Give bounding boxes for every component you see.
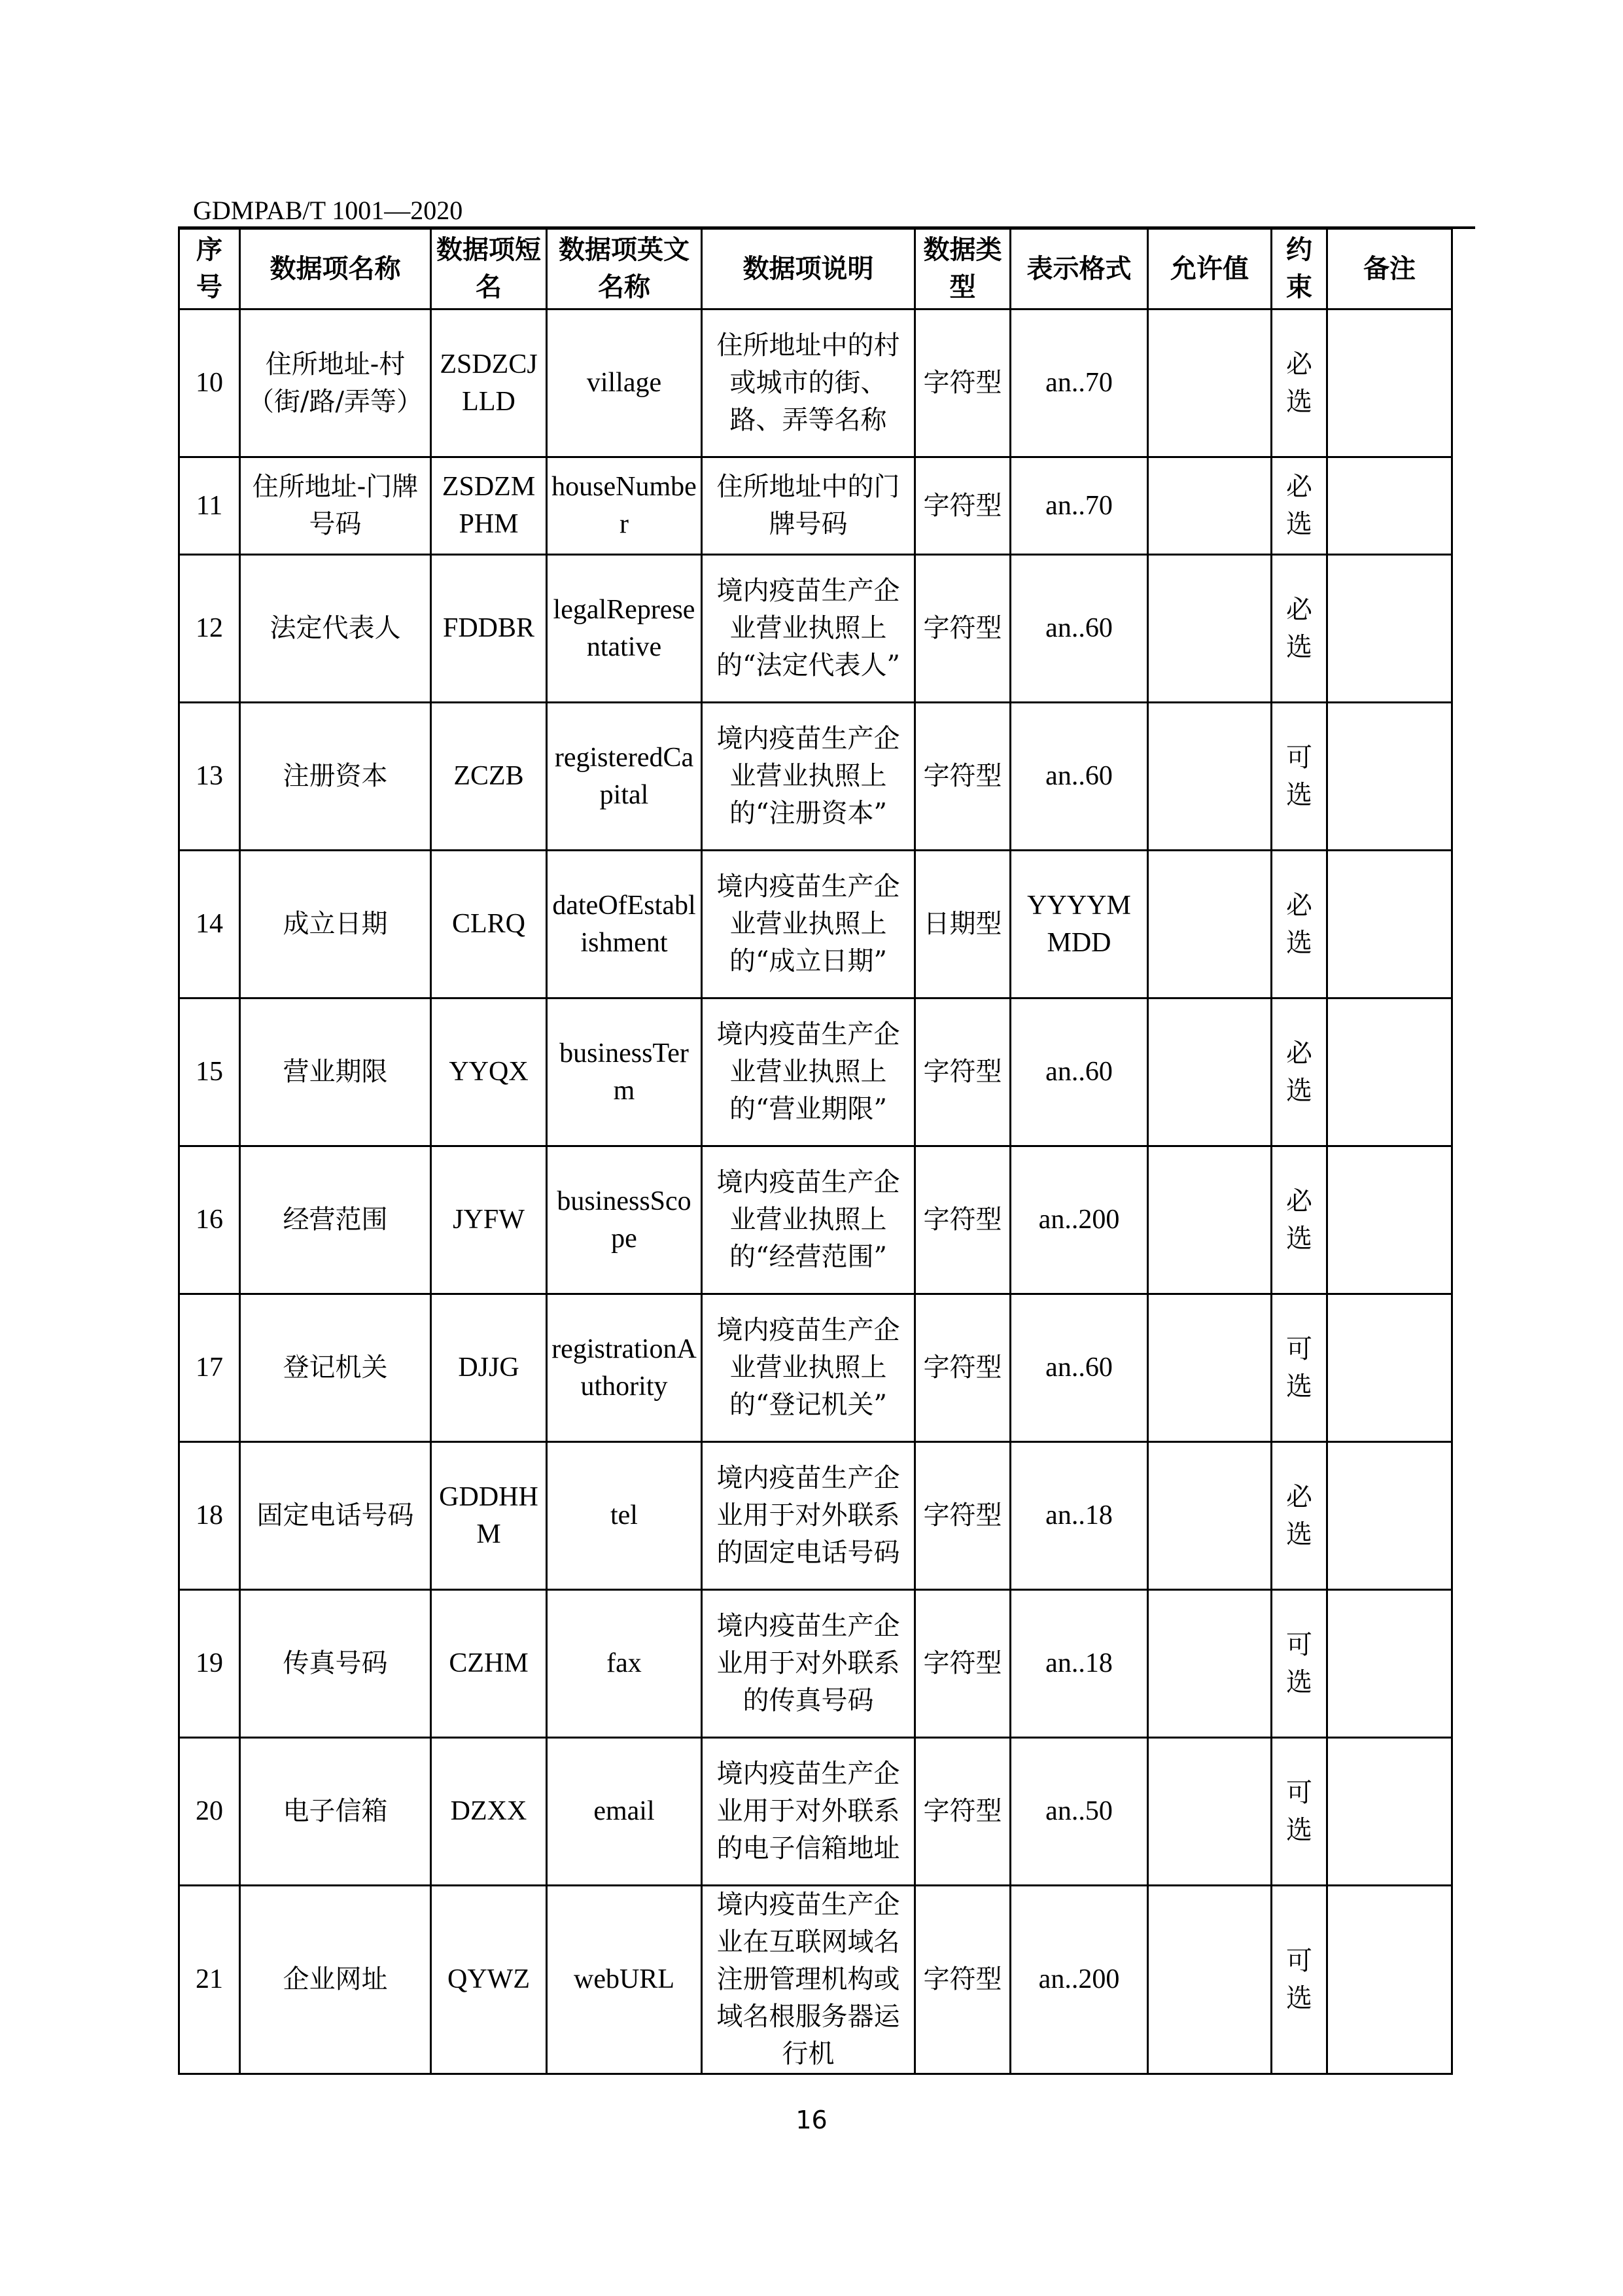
cell-allowed bbox=[1148, 1146, 1272, 1294]
cell-note bbox=[1327, 555, 1452, 703]
cell-desc: 境内疫苗生产企业用于对外联系的传真号码 bbox=[702, 1590, 915, 1738]
cell-desc: 境内疫苗生产企业用于对外联系的固定电话号码 bbox=[702, 1442, 915, 1590]
col-header-constraint: 约束 bbox=[1272, 229, 1327, 309]
cell-type: 字符型 bbox=[915, 998, 1011, 1146]
table-row bbox=[179, 1442, 1452, 1590]
cell-name: 经营范围 bbox=[240, 1146, 431, 1294]
table-row bbox=[179, 1146, 1452, 1294]
cell-allowed bbox=[1148, 1738, 1272, 1886]
cell-format: an..50 bbox=[1011, 1738, 1148, 1886]
cell-name: 企业网址 bbox=[240, 1886, 431, 2074]
table-row bbox=[179, 1886, 1452, 2074]
table-row bbox=[179, 1738, 1452, 1886]
cell-format: an..60 bbox=[1011, 703, 1148, 851]
cell-english: businessTerm bbox=[547, 998, 702, 1146]
cell-note bbox=[1327, 457, 1452, 555]
cell-constraint: 可选 bbox=[1272, 1738, 1327, 1886]
cell-no: 21 bbox=[179, 1886, 240, 2074]
cell-english: tel bbox=[547, 1442, 702, 1590]
cell-english: email bbox=[547, 1738, 702, 1886]
table-row bbox=[179, 703, 1452, 851]
cell-english: registrationAuthority bbox=[547, 1294, 702, 1442]
col-header-allowed: 允许值 bbox=[1148, 229, 1272, 309]
cell-desc: 境内疫苗生产企业营业执照上的“成立日期” bbox=[702, 851, 915, 998]
table-header-row bbox=[179, 229, 1452, 309]
cell-short: FDDBR bbox=[431, 555, 547, 703]
cell-type: 字符型 bbox=[915, 1294, 1011, 1442]
cell-no: 12 bbox=[179, 555, 240, 703]
cell-type: 字符型 bbox=[915, 1738, 1011, 1886]
cell-short: ZCZB bbox=[431, 703, 547, 851]
document-code: GDMPAB/T 1001—2020 bbox=[193, 196, 463, 225]
cell-note bbox=[1327, 1738, 1452, 1886]
cell-type: 字符型 bbox=[915, 457, 1011, 555]
col-header-desc: 数据项说明 bbox=[702, 229, 915, 309]
cell-english: legalRepresentative bbox=[547, 555, 702, 703]
cell-english: village bbox=[547, 309, 702, 457]
cell-type: 字符型 bbox=[915, 1146, 1011, 1294]
cell-note bbox=[1327, 309, 1452, 457]
cell-no: 10 bbox=[179, 309, 240, 457]
cell-format: an..60 bbox=[1011, 1294, 1148, 1442]
cell-desc: 境内疫苗生产企业营业执照上的“营业期限” bbox=[702, 998, 915, 1146]
cell-short: YYQX bbox=[431, 998, 547, 1146]
cell-constraint: 必选 bbox=[1272, 998, 1327, 1146]
data-item-table bbox=[178, 228, 1453, 2075]
table-row bbox=[179, 851, 1452, 998]
cell-short: DZXX bbox=[431, 1738, 547, 1886]
cell-format: an..18 bbox=[1011, 1590, 1148, 1738]
cell-no: 16 bbox=[179, 1146, 240, 1294]
col-header-short: 数据项短名 bbox=[431, 229, 547, 309]
cell-format: an..70 bbox=[1011, 309, 1148, 457]
cell-format: YYYYMMDD bbox=[1011, 851, 1148, 998]
cell-desc: 境内疫苗生产企业营业执照上的“法定代表人” bbox=[702, 555, 915, 703]
cell-type: 字符型 bbox=[915, 1590, 1011, 1738]
table-row bbox=[179, 998, 1452, 1146]
cell-type: 字符型 bbox=[915, 309, 1011, 457]
cell-desc: 住所地址中的村或城市的街、路、弄等名称 bbox=[702, 309, 915, 457]
cell-note bbox=[1327, 1442, 1452, 1590]
cell-allowed bbox=[1148, 851, 1272, 998]
cell-type: 日期型 bbox=[915, 851, 1011, 998]
cell-short: CZHM bbox=[431, 1590, 547, 1738]
cell-no: 11 bbox=[179, 457, 240, 555]
table-row bbox=[179, 457, 1452, 555]
col-header-type: 数据类型 bbox=[915, 229, 1011, 309]
table-row bbox=[179, 309, 1452, 457]
cell-name: 传真号码 bbox=[240, 1590, 431, 1738]
col-header-name: 数据项名称 bbox=[240, 229, 431, 309]
cell-type: 字符型 bbox=[915, 1442, 1011, 1590]
cell-name: 电子信箱 bbox=[240, 1738, 431, 1886]
cell-allowed bbox=[1148, 703, 1272, 851]
cell-constraint: 可选 bbox=[1272, 1590, 1327, 1738]
cell-desc: 住所地址中的门牌号码 bbox=[702, 457, 915, 555]
cell-name: 营业期限 bbox=[240, 998, 431, 1146]
table-row bbox=[179, 1590, 1452, 1738]
cell-name: 法定代表人 bbox=[240, 555, 431, 703]
cell-constraint: 可选 bbox=[1272, 1886, 1327, 2074]
cell-format: an..18 bbox=[1011, 1442, 1148, 1590]
cell-allowed bbox=[1148, 1442, 1272, 1590]
cell-allowed bbox=[1148, 555, 1272, 703]
cell-note bbox=[1327, 703, 1452, 851]
cell-note bbox=[1327, 1146, 1452, 1294]
cell-constraint: 必选 bbox=[1272, 851, 1327, 998]
cell-english: houseNumber bbox=[547, 457, 702, 555]
cell-constraint: 必选 bbox=[1272, 309, 1327, 457]
cell-short: GDDHHM bbox=[431, 1442, 547, 1590]
cell-desc: 境内疫苗生产企业在互联网域名注册管理机构或域名根服务器运行机 bbox=[702, 1886, 915, 2074]
cell-type: 字符型 bbox=[915, 555, 1011, 703]
cell-allowed bbox=[1148, 457, 1272, 555]
cell-constraint: 可选 bbox=[1272, 703, 1327, 851]
cell-no: 18 bbox=[179, 1442, 240, 1590]
cell-allowed bbox=[1148, 1590, 1272, 1738]
cell-name: 成立日期 bbox=[240, 851, 431, 998]
cell-name: 住所地址-门牌号码 bbox=[240, 457, 431, 555]
cell-desc: 境内疫苗生产企业营业执照上的“经营范围” bbox=[702, 1146, 915, 1294]
cell-constraint: 可选 bbox=[1272, 1294, 1327, 1442]
cell-format: an..200 bbox=[1011, 1146, 1148, 1294]
cell-no: 14 bbox=[179, 851, 240, 998]
cell-desc: 境内疫苗生产企业用于对外联系的电子信箱地址 bbox=[702, 1738, 915, 1886]
table-row bbox=[179, 1294, 1452, 1442]
cell-no: 20 bbox=[179, 1738, 240, 1886]
cell-english: dateOfEstablishment bbox=[547, 851, 702, 998]
cell-allowed bbox=[1148, 309, 1272, 457]
cell-allowed bbox=[1148, 998, 1272, 1146]
cell-no: 19 bbox=[179, 1590, 240, 1738]
cell-type: 字符型 bbox=[915, 1886, 1011, 2074]
cell-short: ZSDZCJLLD bbox=[431, 309, 547, 457]
col-header-format: 表示格式 bbox=[1011, 229, 1148, 309]
cell-short: ZSDZMPHM bbox=[431, 457, 547, 555]
cell-constraint: 必选 bbox=[1272, 1146, 1327, 1294]
cell-desc: 境内疫苗生产企业营业执照上的“登记机关” bbox=[702, 1294, 915, 1442]
cell-short: QYWZ bbox=[431, 1886, 547, 2074]
table-row bbox=[179, 555, 1452, 703]
cell-note bbox=[1327, 1886, 1452, 2074]
col-header-english: 数据项英文名称 bbox=[547, 229, 702, 309]
cell-short: CLRQ bbox=[431, 851, 547, 998]
cell-english: webURL bbox=[547, 1886, 702, 2074]
cell-name: 注册资本 bbox=[240, 703, 431, 851]
cell-name: 登记机关 bbox=[240, 1294, 431, 1442]
cell-format: an..60 bbox=[1011, 555, 1148, 703]
cell-short: JYFW bbox=[431, 1146, 547, 1294]
cell-format: an..200 bbox=[1011, 1886, 1148, 2074]
cell-no: 13 bbox=[179, 703, 240, 851]
cell-note bbox=[1327, 998, 1452, 1146]
page-number: 16 bbox=[795, 2106, 828, 2134]
cell-name: 固定电话号码 bbox=[240, 1442, 431, 1590]
col-header-note: 备注 bbox=[1327, 229, 1452, 309]
cell-english: fax bbox=[547, 1590, 702, 1738]
cell-format: an..70 bbox=[1011, 457, 1148, 555]
cell-desc: 境内疫苗生产企业营业执照上的“注册资本” bbox=[702, 703, 915, 851]
cell-english: businessScope bbox=[547, 1146, 702, 1294]
cell-constraint: 必选 bbox=[1272, 555, 1327, 703]
cell-format: an..60 bbox=[1011, 998, 1148, 1146]
cell-english: registeredCapital bbox=[547, 703, 702, 851]
cell-note bbox=[1327, 851, 1452, 998]
cell-allowed bbox=[1148, 1294, 1272, 1442]
cell-constraint: 必选 bbox=[1272, 1442, 1327, 1590]
cell-note bbox=[1327, 1294, 1452, 1442]
cell-type: 字符型 bbox=[915, 703, 1011, 851]
col-header-no: 序号 bbox=[179, 229, 240, 309]
cell-note bbox=[1327, 1590, 1452, 1738]
cell-name: 住所地址-村（街/路/弄等） bbox=[240, 309, 431, 457]
cell-allowed bbox=[1148, 1886, 1272, 2074]
cell-constraint: 必选 bbox=[1272, 457, 1327, 555]
cell-no: 17 bbox=[179, 1294, 240, 1442]
cell-short: DJJG bbox=[431, 1294, 547, 1442]
cell-no: 15 bbox=[179, 998, 240, 1146]
